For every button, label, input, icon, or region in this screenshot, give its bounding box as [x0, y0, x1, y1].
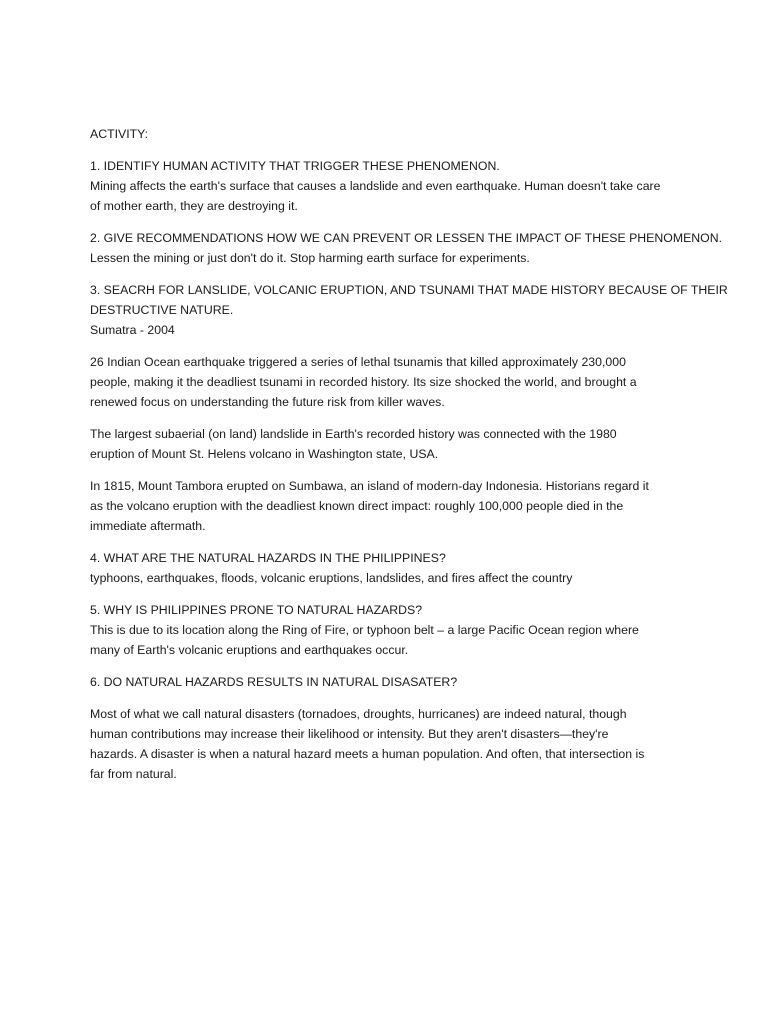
question-5: 5. WHY IS PHILIPPINES PRONE TO NATURAL HAZARDS?	[90, 603, 423, 617]
answer-6-line-2: human contributions may increase their likelihood or intensity. But they aren't disasters—they're	[90, 727, 609, 741]
item-4	[90, 548, 690, 588]
question-1: 1. IDENTIFY HUMAN ACTIVITY THAT TRIGGER THESE PHENOMENON.	[90, 159, 500, 173]
paragraph-line: eruption of Mount St. Helens volcano in Washington state, USA.	[90, 447, 439, 461]
paragraph-line: renewed focus on understanding the future risk from killer waves.	[90, 395, 445, 409]
answer-4-line-1: typhoons, earthquakes, floods, volcanic eruptions, landslides, and fires affect the country	[90, 571, 573, 585]
item-1	[90, 156, 690, 216]
answer-2-line-1: Lessen the mining or just don't do it. Stop harming earth surface for experiments.	[90, 251, 530, 265]
answer-1-line-2: of mother earth, they are destroying it.	[90, 199, 298, 213]
tsunami-paragraph	[90, 352, 690, 412]
question-6: 6. DO NATURAL HAZARDS RESULTS IN NATURAL DISASATER?	[90, 675, 458, 689]
answer-6-line-4: far from natural.	[90, 767, 177, 781]
landslide-paragraph	[90, 424, 690, 464]
question-3-line-2: DESTRUCTIVE NATURE.	[90, 303, 234, 317]
answer-6-line-1: Most of what we call natural disasters (tornadoes, droughts, hurricanes) are indeed natural, though	[90, 707, 627, 721]
item-6-question	[90, 672, 690, 692]
question-4: 4. WHAT ARE THE NATURAL HAZARDS IN THE PHILIPPINES?	[90, 551, 446, 565]
question-3-line-1: 3. SEACRH FOR LANSLIDE, VOLCANIC ERUPTION, AND TSUNAMI THAT MADE HISTORY BECAUSE OF THEIR	[90, 283, 728, 297]
paragraph-line: 26 Indian Ocean earthquake triggered a series of lethal tsunamis that killed approximately 230,000	[90, 355, 626, 369]
paragraph-line: people, making it the deadliest tsunami in recorded history. Its size shocked the world, and brought a	[90, 375, 637, 389]
paragraph-line: The largest subaerial (on land) landslide in Earth's recorded history was connected with the 1980	[90, 427, 617, 441]
answer-1-line-1: Mining affects the earth's surface that causes a landslide and even earthquake. Human doesn't take care	[90, 179, 661, 193]
volcano-paragraph	[90, 476, 690, 536]
activity-title: ACTIVITY:	[90, 127, 149, 141]
answer-5-line-2: many of Earth's volcanic eruptions and earthquakes occur.	[90, 643, 409, 657]
item-2	[90, 228, 723, 268]
item-5	[90, 600, 690, 660]
question-2: 2. GIVE RECOMMENDATIONS HOW WE CAN PREVENT OR LESSEN THE IMPACT OF THESE PHENOMENON.	[90, 231, 723, 245]
item-3	[90, 280, 728, 340]
paragraph-line: immediate aftermath.	[90, 519, 206, 533]
answer-6-line-3: hazards. A disaster is when a natural hazard meets a human population. And often, that intersection is	[90, 747, 645, 761]
activity-heading	[90, 124, 690, 144]
document-page	[90, 124, 728, 796]
answer-3-line-1: Sumatra - 2004	[90, 323, 175, 337]
paragraph-line: as the volcano eruption with the deadliest known direct impact: roughly 100,000 people died in the	[90, 499, 624, 513]
item-6-answer	[90, 704, 690, 784]
answer-5-line-1: This is due to its location along the Ring of Fire, or typhoon belt – a large Pacific Ocean region where	[90, 623, 639, 637]
paragraph-line: In 1815, Mount Tambora erupted on Sumbawa, an island of modern-day Indonesia. Historians regard it	[90, 479, 649, 493]
